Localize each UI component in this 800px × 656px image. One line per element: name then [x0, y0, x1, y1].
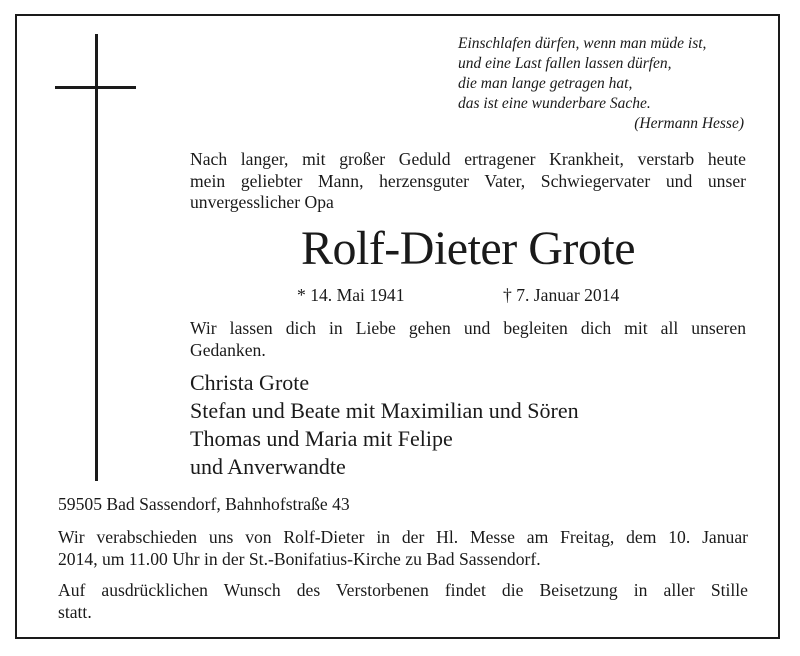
service-line: 2014, um 11.00 Uhr in der St.-Bonifatius-Kirche zu Bad Sassendorf. — [58, 548, 541, 569]
quote-line: Einschlafen dürfen, wenn man müde ist, — [458, 35, 707, 52]
deceased-name: Rolf-Dieter Grote — [300, 222, 636, 275]
intro-line: mein geliebter Mann, herzensguter Vater, Schwiegervater und unser — [190, 170, 746, 191]
farewell-line: Gedanken. — [190, 339, 266, 360]
quote-author: (Hermann Hesse) — [634, 115, 744, 132]
burial-line: Auf ausdrücklichen Wunsch des Verstorbenen findet die Beisetzung in aller Stille — [58, 580, 748, 600]
burial-info — [58, 580, 748, 623]
intro-line: Nach langer, mit großer Geduld ertragener Krankheit, verstarb heute — [190, 149, 746, 169]
farewell-text — [190, 318, 746, 361]
intro-line: unvergesslicher Opa — [190, 192, 334, 212]
mourner-entry: Christa Grote — [190, 370, 310, 395]
quote-line: die man lange getragen hat, — [458, 75, 633, 92]
death-announcement-text — [190, 149, 746, 214]
birth-date: * 14. Mai 1941 — [297, 285, 405, 305]
cross-horizontal-bar — [55, 86, 136, 89]
quote-line: das ist eine wunderbare Sache. — [458, 95, 651, 112]
funeral-service-info — [58, 527, 748, 570]
mourner-entry: und Anverwandte — [190, 454, 346, 479]
cross-vertical-bar — [95, 34, 98, 481]
mourners-list — [190, 369, 579, 481]
mourner-entry: Stefan und Beate mit Maximilian und Sören — [190, 398, 579, 423]
mourner-entry: Thomas und Maria mit Felipe — [190, 426, 453, 451]
quote-line: und eine Last fallen lassen dürfen, — [458, 55, 672, 72]
service-line: Wir verabschieden uns von Rolf-Dieter in der Hl. Messe am Freitag, dem 10. Januar — [58, 527, 748, 547]
memorial-quote — [458, 34, 750, 134]
burial-line: statt. — [58, 601, 92, 622]
death-date: † 7. Januar 2014 — [503, 285, 620, 305]
farewell-line: Wir lassen dich in Liebe gehen und begleiten dich mit all unseren — [190, 318, 746, 338]
family-address: 59505 Bad Sassendorf, Bahnhofstraße 43 — [58, 494, 350, 514]
